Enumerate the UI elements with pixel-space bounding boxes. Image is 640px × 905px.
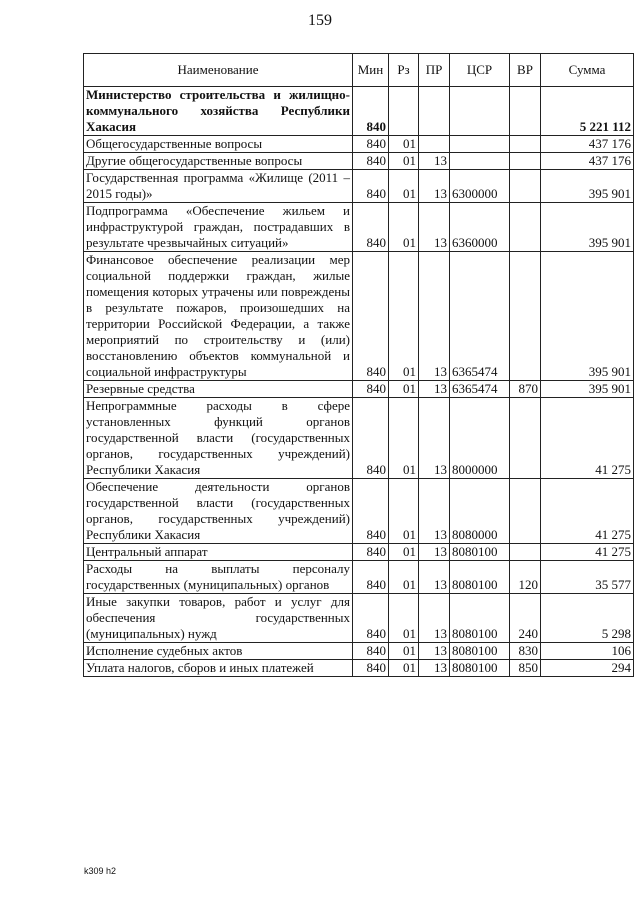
table-row bbox=[84, 660, 634, 677]
header-csr: ЦСР bbox=[450, 54, 510, 87]
header-vr: ВР bbox=[510, 54, 541, 87]
table-header-row bbox=[84, 54, 634, 87]
header-pr: ПР bbox=[419, 54, 450, 87]
cell-min: 840 bbox=[353, 643, 389, 660]
cell-pr: 13 bbox=[419, 594, 450, 643]
cell-sum: 395 901 bbox=[541, 170, 634, 203]
cell-min: 840 bbox=[353, 87, 389, 136]
cell-sum: 437 176 bbox=[541, 136, 634, 153]
cell-pr: 13 bbox=[419, 544, 450, 561]
cell-csr: 6360000 bbox=[450, 203, 510, 252]
cell-sum: 41 275 bbox=[541, 544, 634, 561]
header-sum: Сумма bbox=[541, 54, 634, 87]
cell-rz: 01 bbox=[389, 544, 419, 561]
cell-name: Подпрограмма «Обеспечение жильем и инфраструктурой граждан, пострадавших в результате чрезвычайных ситуаций» bbox=[84, 203, 353, 252]
cell-csr: 8080100 bbox=[450, 594, 510, 643]
cell-name: Другие общегосударственные вопросы bbox=[84, 153, 353, 170]
cell-rz: 01 bbox=[389, 643, 419, 660]
cell-rz: 01 bbox=[389, 252, 419, 381]
cell-min: 840 bbox=[353, 479, 389, 544]
cell-sum: 395 901 bbox=[541, 381, 634, 398]
cell-rz: 01 bbox=[389, 594, 419, 643]
cell-name: Иные закупки товаров, работ и услуг для обеспечения государственных (муниципальных) нужд bbox=[84, 594, 353, 643]
cell-name: Центральный аппарат bbox=[84, 544, 353, 561]
cell-vr bbox=[510, 136, 541, 153]
cell-vr bbox=[510, 153, 541, 170]
cell-vr bbox=[510, 203, 541, 252]
cell-rz: 01 bbox=[389, 381, 419, 398]
header-rz: Рз bbox=[389, 54, 419, 87]
cell-csr: 8080100 bbox=[450, 660, 510, 677]
cell-name: Резервные средства bbox=[84, 381, 353, 398]
cell-pr bbox=[419, 87, 450, 136]
cell-pr: 13 bbox=[419, 479, 450, 544]
cell-rz: 01 bbox=[389, 153, 419, 170]
cell-sum: 294 bbox=[541, 660, 634, 677]
cell-pr: 13 bbox=[419, 153, 450, 170]
cell-csr bbox=[450, 153, 510, 170]
cell-name: Расходы на выплаты персоналу государственных (муниципальных) органов bbox=[84, 561, 353, 594]
table-row bbox=[84, 544, 634, 561]
cell-min: 840 bbox=[353, 252, 389, 381]
cell-name: Общегосударственные вопросы bbox=[84, 136, 353, 153]
cell-vr: 850 bbox=[510, 660, 541, 677]
cell-name: Уплата налогов, сборов и иных платежей bbox=[84, 660, 353, 677]
table-row bbox=[84, 643, 634, 660]
table-row bbox=[84, 87, 634, 136]
cell-vr: 240 bbox=[510, 594, 541, 643]
cell-name: Обеспечение деятельности органов государственной власти (государственных органов, государственных учреждений) Республики Хакасия bbox=[84, 479, 353, 544]
cell-name: Финансовое обеспечение реализации мер социальной поддержки граждан, жилые помещения которых утрачены или повреждены в результате пожаров, произошедших на территории Российской Федерации, а также мероприятий по строительству и (или) восстановлению объектов коммунальной и социальной инфраструктуры bbox=[84, 252, 353, 381]
table-row bbox=[84, 398, 634, 479]
cell-sum: 5 221 112 bbox=[541, 87, 634, 136]
table-row bbox=[84, 381, 634, 398]
cell-csr: 8080000 bbox=[450, 479, 510, 544]
cell-rz: 01 bbox=[389, 660, 419, 677]
cell-rz: 01 bbox=[389, 203, 419, 252]
cell-vr bbox=[510, 252, 541, 381]
cell-rz bbox=[389, 87, 419, 136]
cell-pr: 13 bbox=[419, 660, 450, 677]
table-row bbox=[84, 561, 634, 594]
cell-vr: 830 bbox=[510, 643, 541, 660]
cell-sum: 395 901 bbox=[541, 203, 634, 252]
cell-csr: 8000000 bbox=[450, 398, 510, 479]
cell-min: 840 bbox=[353, 203, 389, 252]
cell-min: 840 bbox=[353, 136, 389, 153]
cell-min: 840 bbox=[353, 660, 389, 677]
cell-vr bbox=[510, 398, 541, 479]
cell-name: Непрограммные расходы в сфере установленных функций органов государственной власти (государственных органов, государственных учреждений) Республики Хакасия bbox=[84, 398, 353, 479]
cell-min: 840 bbox=[353, 398, 389, 479]
cell-min: 840 bbox=[353, 594, 389, 643]
cell-csr: 6365474 bbox=[450, 252, 510, 381]
cell-name: Государственная программа «Жилище (2011 – 2015 годы)» bbox=[84, 170, 353, 203]
cell-csr: 8080100 bbox=[450, 643, 510, 660]
cell-pr: 13 bbox=[419, 398, 450, 479]
page-number: 159 bbox=[308, 12, 332, 29]
cell-pr: 13 bbox=[419, 252, 450, 381]
cell-vr: 120 bbox=[510, 561, 541, 594]
header-min: Мин bbox=[353, 54, 389, 87]
cell-csr: 6365474 bbox=[450, 381, 510, 398]
table-row bbox=[84, 153, 634, 170]
cell-min: 840 bbox=[353, 544, 389, 561]
table-row bbox=[84, 203, 634, 252]
cell-vr bbox=[510, 87, 541, 136]
cell-csr bbox=[450, 136, 510, 153]
table-row bbox=[84, 136, 634, 153]
cell-sum: 41 275 bbox=[541, 479, 634, 544]
header-name: Наименование bbox=[84, 54, 353, 87]
cell-pr: 13 bbox=[419, 381, 450, 398]
table-row bbox=[84, 170, 634, 203]
cell-pr: 13 bbox=[419, 170, 450, 203]
cell-sum: 5 298 bbox=[541, 594, 634, 643]
cell-csr: 8080100 bbox=[450, 544, 510, 561]
footer-code: k309 h2 bbox=[84, 866, 117, 876]
cell-rz: 01 bbox=[389, 479, 419, 544]
cell-pr: 13 bbox=[419, 643, 450, 660]
cell-vr bbox=[510, 479, 541, 544]
cell-vr bbox=[510, 170, 541, 203]
cell-pr: 13 bbox=[419, 561, 450, 594]
table-row bbox=[84, 252, 634, 381]
cell-name: Министерство строительства и жилищно-коммунального хозяйства Республики Хакасия bbox=[84, 87, 353, 136]
cell-rz: 01 bbox=[389, 136, 419, 153]
cell-sum: 35 577 bbox=[541, 561, 634, 594]
table-row bbox=[84, 479, 634, 544]
cell-sum: 41 275 bbox=[541, 398, 634, 479]
cell-sum: 106 bbox=[541, 643, 634, 660]
cell-rz: 01 bbox=[389, 561, 419, 594]
cell-csr: 6300000 bbox=[450, 170, 510, 203]
cell-pr bbox=[419, 136, 450, 153]
cell-vr: 870 bbox=[510, 381, 541, 398]
cell-sum: 437 176 bbox=[541, 153, 634, 170]
cell-sum: 395 901 bbox=[541, 252, 634, 381]
cell-pr: 13 bbox=[419, 203, 450, 252]
cell-csr: 8080100 bbox=[450, 561, 510, 594]
budget-table bbox=[83, 53, 634, 677]
table-row bbox=[84, 594, 634, 643]
cell-csr bbox=[450, 87, 510, 136]
cell-min: 840 bbox=[353, 381, 389, 398]
cell-min: 840 bbox=[353, 153, 389, 170]
cell-min: 840 bbox=[353, 170, 389, 203]
cell-min: 840 bbox=[353, 561, 389, 594]
cell-vr bbox=[510, 544, 541, 561]
cell-rz: 01 bbox=[389, 170, 419, 203]
cell-name: Исполнение судебных актов bbox=[84, 643, 353, 660]
cell-rz: 01 bbox=[389, 398, 419, 479]
